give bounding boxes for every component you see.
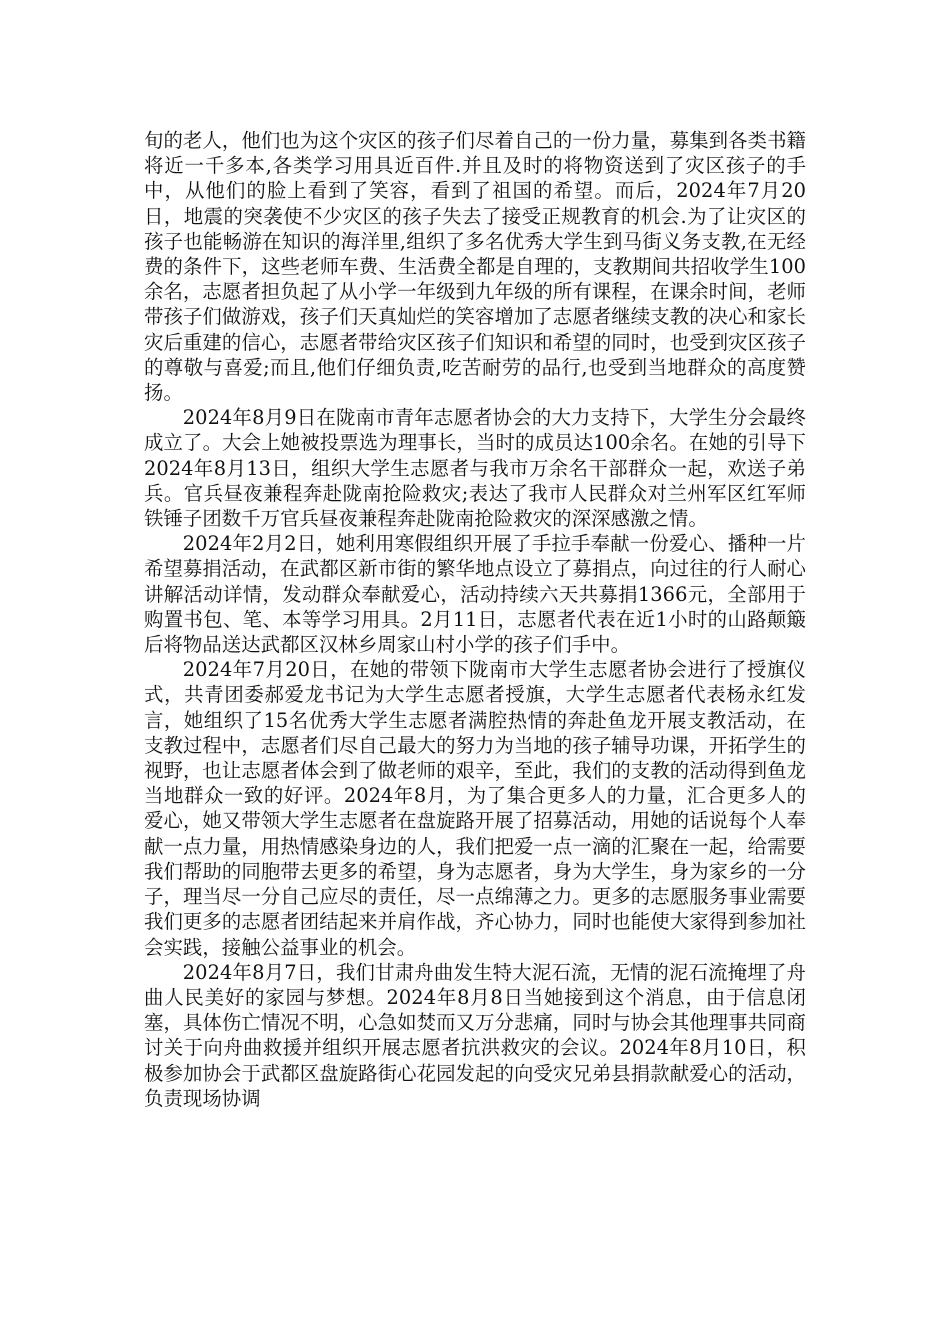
- document-page: [144, 128, 806, 1111]
- paragraph-branch-founding: 2024年8月9日在陇南市青年志愿者协会的大力支持下，大学生分会最终成立了。大会上她被投票选为理事长，当时的成员达100余名。在她的引导下2024年8月13日，组织大学生志愿者与我市万余名干部群众一起，欢送子弟兵。官兵昼夜兼程奔赴陇南抢险救灾;表达了我市人民群众对兰州军区红军师铁锤子团数千万官兵昼夜兼程奔赴陇南抢险救灾的深深感激之情。: [144, 406, 806, 531]
- paragraph-continuation: 旬的老人，他们也为这个灾区的孩子们尽着自己的一份力量，募集到各类书籍将近一千多本,各类学习用具近百件.并且及时的将物资送到了灾区孩子的手中，从他们的脸上看到了笑容，看到了祖国的希望。而后，2024年7月20日，地震的突袭使不少灾区的孩子失去了接受正规教育的机会.为了让灾区的孩子也能畅游在知识的海洋里,组织了多名优秀大学生到马街义务支教,在无经费的条件下，这些老师车费、生活费全都是自理的，支教期间共招收学生100余名，志愿者担负起了从小学一年级到九年级的所有课程，在课余时间，老师带孩子们做游戏，孩子们天真灿烂的笑容增加了志愿者继续支教的决心和家长灾后重建的信心，志愿者带给灾区孩子们知识和希望的同时，也受到灾区孩子的尊敬与喜爱;而且,他们仔细负责,吃苦耐劳的品行,也受到当地群众的高度赞扬。: [144, 129, 806, 405]
- paragraph-flag-ceremony: 2024年7月20日，在她的带领下陇南市大学生志愿者协会进行了授旗仪式，共青团委郝爱龙书记为大学生志愿者授旗，大学生志愿者代表杨永红发言，她组织了15名优秀大学生志愿者满腔热情的奔赴鱼龙开展支教活动，在支教过程中，志愿者们尽自己最大的努力为当地的孩子辅导功课，开拓学生的视野，也让志愿者体会到了做老师的艰辛，至此，我们的支教的活动得到鱼龙当地群众一致的好评。2024年8月，为了集合更多人的力量，汇合更多人的爱心，她又带领大学生志愿者在盘旋路开展了招募活动，用她的话说每个人奉献一点力量，用热情感染身边的人，我们把爱一点一滴的汇聚在一起，给需要我们帮助的同胞带去更多的希望，身为志愿者，身为大学生，身为家乡的一分子，理当尽一分自己应尽的责任，尽一点绵薄之力。更多的志愿服务事业需要我们更多的志愿者团结起来并肩作战，齐心协力，同时也能使大家得到参加社会实践，接触公益事业的机会。: [144, 658, 806, 959]
- paragraph-winter-donation: 2024年2月2日，她利用寒假组织开展了手拉手奉献一份爱心、播种一片希望募捐活动，在武都区新市街的繁华地点设立了募捐点，向过往的行人耐心讲解活动详情，发动群众奉献爱心，活动持续六天共募捐1366元，全部用于购置书包、笔、本等学习用具。2月11日，志愿者代表在近1小时的山路颠簸后将物品送达武都区汉林乡周家山村小学的孩子们手中。: [144, 532, 806, 657]
- paragraph-zhouqu-mudslide: 2024年8月7日，我们甘肃舟曲发生特大泥石流，无情的泥石流掩埋了舟曲人民美好的家园与梦想。2024年8月8日当她接到这个消息，由于信息闭塞，具体伤亡情况不明，心急如焚而又万分悲痛，同时与协会其他理事共同商讨关于向舟曲救援并组织开展志愿者抗洪救灾的会议。2024年8月10日，积极参加协会于武都区盘旋路街心花园发起的向受灾兄弟县捐款献爱心的活动，负责现场协调: [144, 960, 806, 1110]
